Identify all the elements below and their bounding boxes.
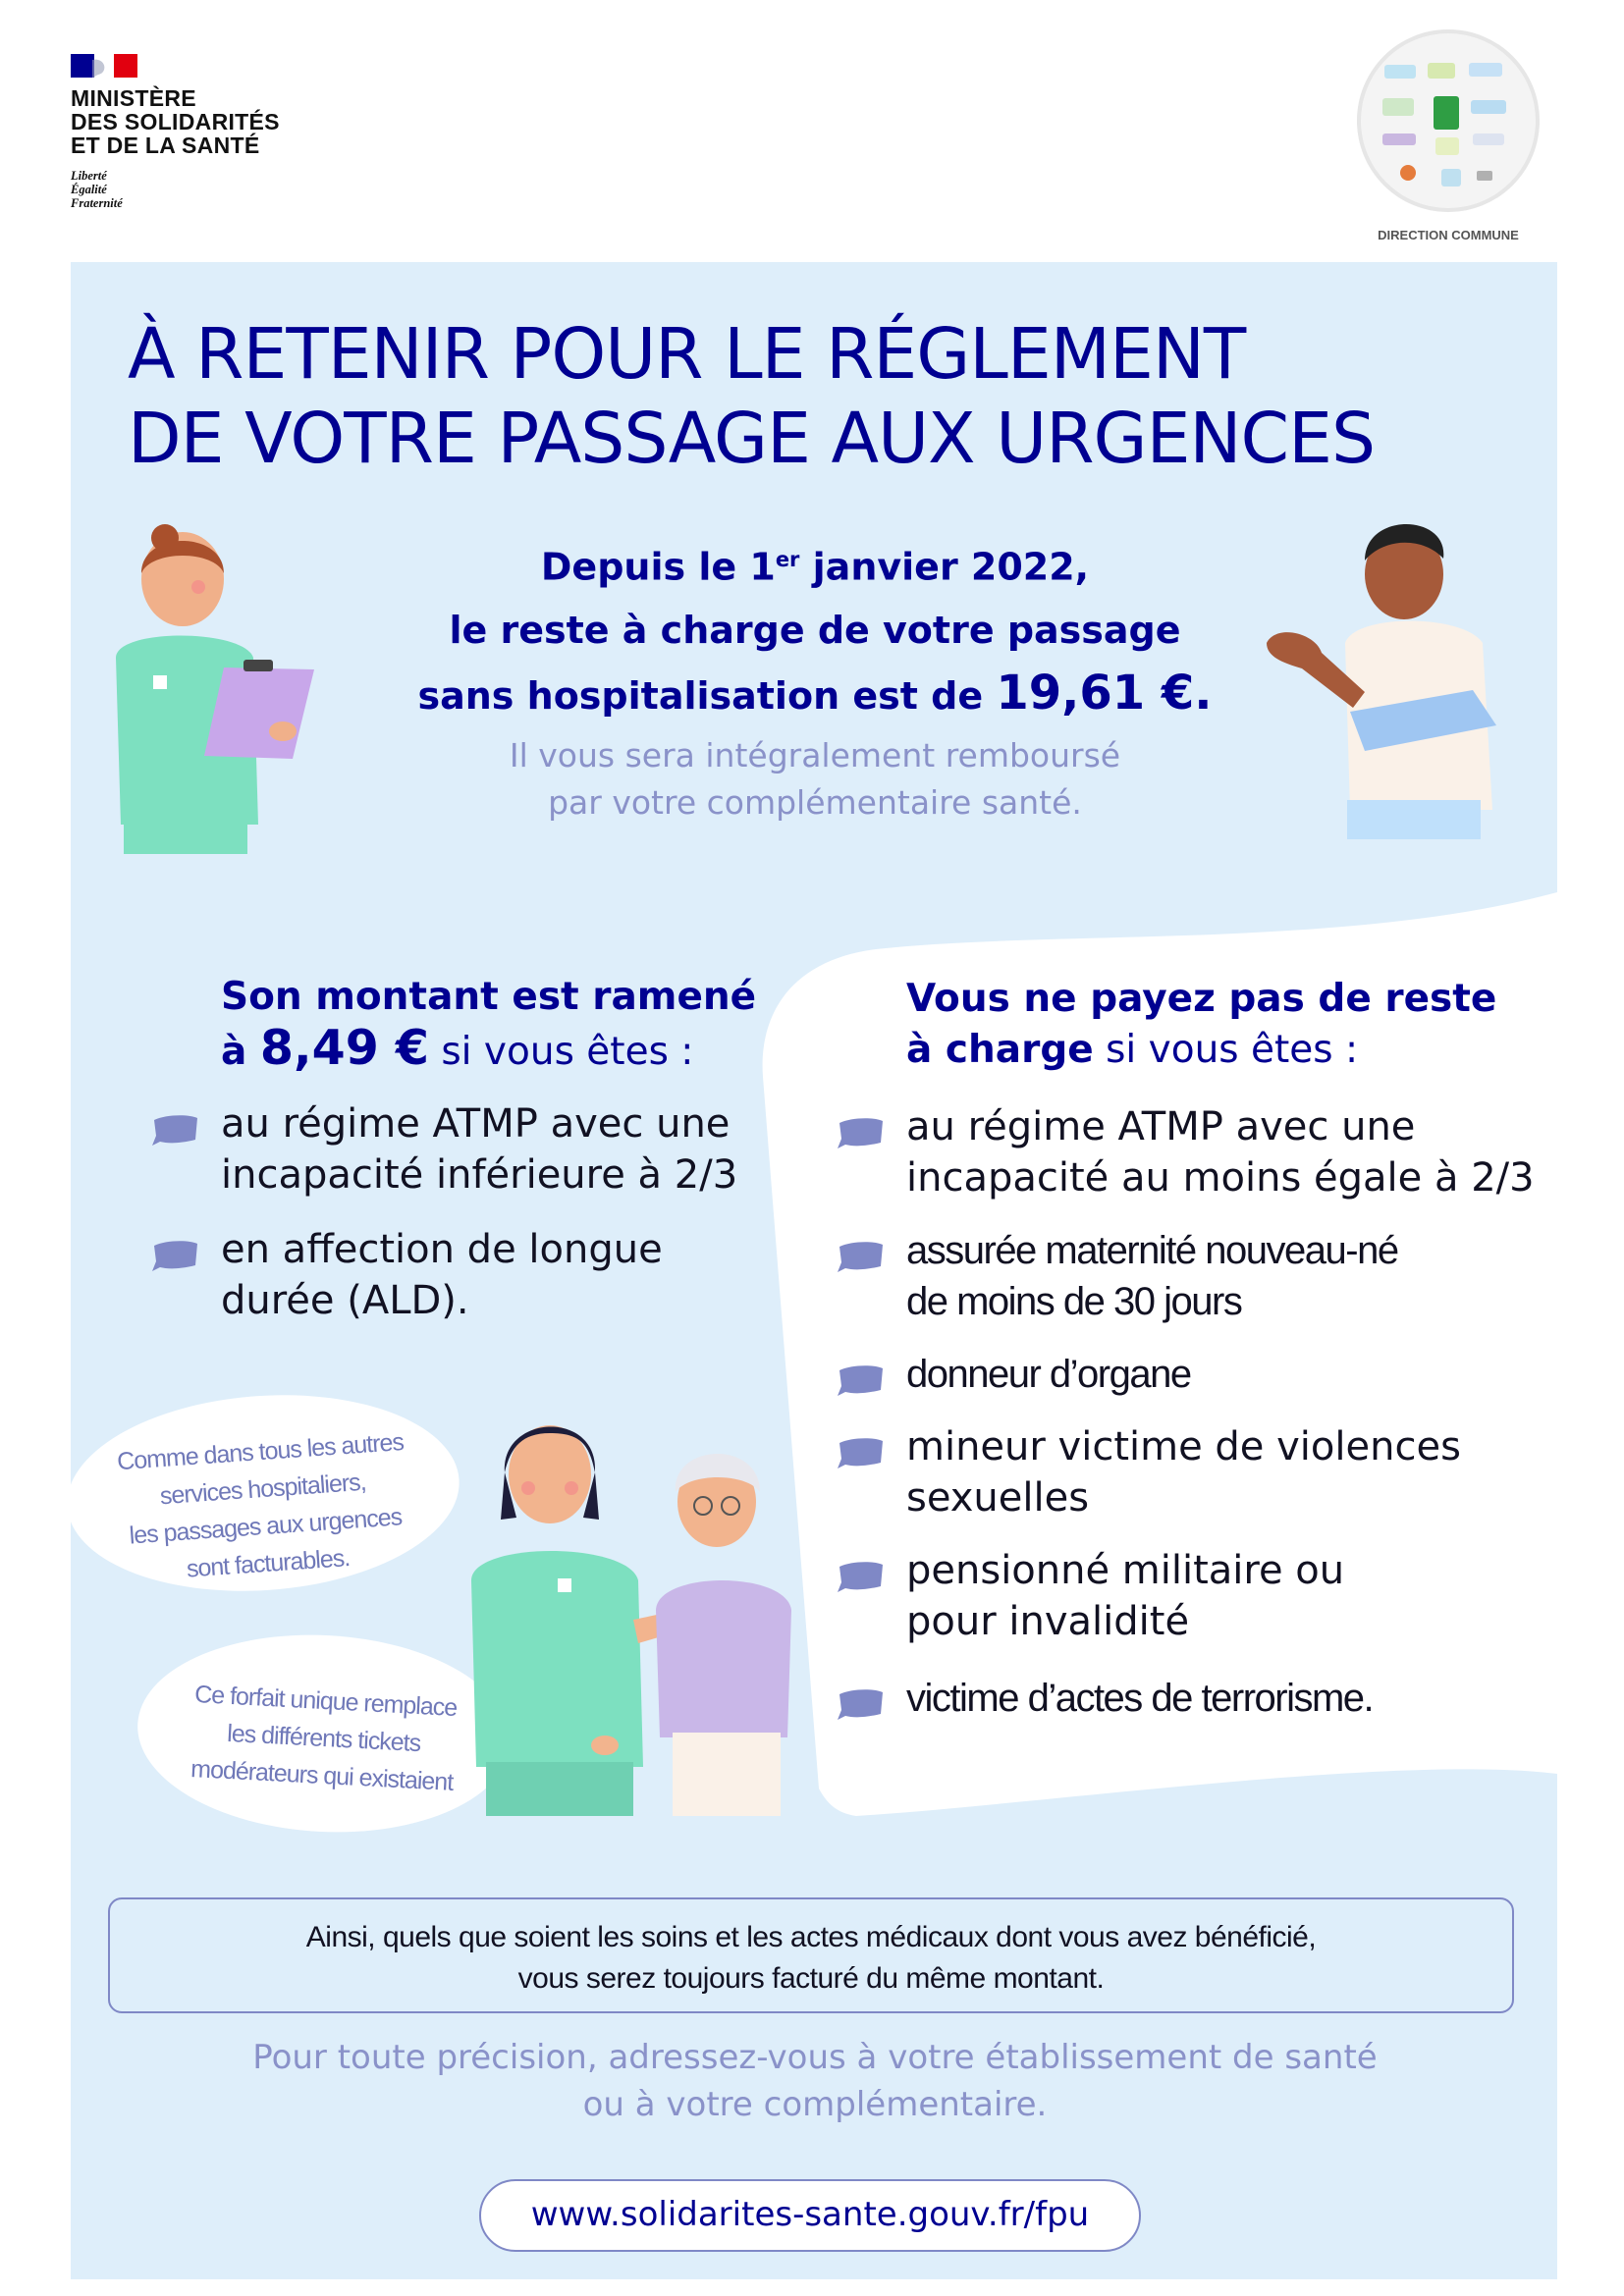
list-item-line: pensionné militaire ou: [906, 1548, 1345, 1593]
title-line: DE VOTRE PASSAGE AUX URGENCES: [128, 398, 1376, 479]
bubble-line: services hospitaliers,: [158, 1468, 367, 1511]
speech-bullet-icon: [150, 1238, 199, 1273]
summary-line: Ainsi, quels que soient les soins et les actes médicaux dont vous avez bénéficié,: [305, 1921, 1317, 1953]
intro-line: [393, 662, 1237, 727]
reimb-line: par votre complémentaire santé.: [548, 783, 1082, 822]
intro-sup: er: [775, 548, 800, 571]
list-item-line: pour invalidité: [906, 1599, 1190, 1644]
speech-bullet-icon: [836, 1115, 885, 1150]
motto-line: Liberté: [71, 169, 107, 183]
bubble-line: Ce forfait unique remplace: [193, 1681, 458, 1723]
motto-line: Fraternité: [71, 196, 123, 210]
partner-logos-badge: [1357, 29, 1540, 212]
list-item-line: donneur d’organe: [906, 1353, 1191, 1396]
speech-bullet-icon: [836, 1435, 885, 1470]
title-line: À RETENIR POUR LE RÉGLEMENT: [128, 313, 1246, 395]
list-item-line: sexuelles: [906, 1475, 1090, 1521]
ministry-line: MINISTÈRE: [71, 85, 196, 111]
list-item-line: en affection de longue: [221, 1227, 663, 1272]
nurse-elderly-patient-illustration: [432, 1404, 825, 1816]
intro-text: Depuis le 1: [540, 545, 776, 589]
list-item-line: au régime ATMP avec une: [906, 1104, 1416, 1149]
list-item: [221, 1224, 771, 1326]
no-charge-heading: [906, 974, 1496, 1076]
heading-line: Son montant est ramené: [221, 975, 757, 1019]
list-item-line: au régime ATMP avec une: [221, 1101, 731, 1147]
list-item: [906, 1673, 1535, 1724]
speech-bullet-icon: [150, 1112, 199, 1148]
list-item: [906, 1421, 1535, 1523]
nurse-clipboard-illustration: [96, 520, 322, 859]
republic-motto: [71, 169, 123, 210]
intro-amount: 19,61 €.: [996, 665, 1213, 721]
intro-line: [393, 528, 1237, 599]
summary-box: [108, 1897, 1514, 2013]
reimb-line: Il vous sera intégralement remboursé: [509, 736, 1121, 774]
page-title: [128, 312, 1375, 481]
intro-text: janvier 2022,: [799, 545, 1090, 589]
speech-bullet-icon: [836, 1239, 885, 1274]
no-charge-list: [906, 1101, 1535, 1747]
ministry-line: DES SOLIDARITÉS: [71, 109, 280, 134]
ministry-line: ET DE LA SANTÉ: [71, 133, 260, 158]
list-item-line: assurée maternité nouveau-né: [906, 1229, 1398, 1272]
heading-amount: 8,49 €: [259, 1020, 429, 1076]
intro-text: sans hospitalisation est de: [417, 673, 997, 718]
list-item: [906, 1349, 1535, 1400]
list-item: [906, 1101, 1535, 1203]
bubble-line: sont facturables.: [186, 1544, 352, 1583]
list-item-line: incapacité au moins égale à 2/3: [906, 1155, 1535, 1201]
speech-bullet-icon: [836, 1362, 885, 1398]
list-item-line: incapacité inférieure à 2/3: [221, 1152, 738, 1198]
heading-line: Vous ne payez pas de reste: [906, 977, 1497, 1021]
direction-label: DIRECTION COMMUNE: [1378, 228, 1519, 242]
list-item-line: mineur victime de violences: [906, 1424, 1461, 1469]
reduced-amount-list: [221, 1098, 771, 1350]
intro-block: [393, 528, 1237, 727]
reduced-amount-heading: [221, 972, 756, 1078]
website-link[interactable]: www.solidarites-sante.gouv.fr/fpu: [479, 2179, 1141, 2252]
speech-bullet-icon: [836, 1686, 885, 1722]
list-item-line: de moins de 30 jours: [906, 1280, 1242, 1323]
bubble-line: les différents tickets: [226, 1719, 421, 1758]
intro-line: le reste à charge de votre passage: [449, 608, 1181, 652]
list-item-line: durée (ALD).: [221, 1278, 469, 1323]
bubble-line: modérateurs qui existaient: [189, 1754, 454, 1796]
speech-bullet-icon: [836, 1559, 885, 1594]
summary-line: vous serez toujours facturé du même montant.: [517, 1962, 1105, 1995]
list-item: [221, 1098, 771, 1201]
partner-logos-icon: [1357, 29, 1540, 212]
marianne-logo-icon: [71, 54, 137, 78]
contact-note: [177, 2034, 1453, 2128]
list-item: [906, 1545, 1535, 1647]
heading-text: si vous êtes :: [1093, 1028, 1359, 1072]
heading-text: à: [221, 1030, 260, 1074]
list-item: [906, 1225, 1535, 1327]
ministry-name: [71, 86, 280, 157]
bubble-line: les passages aux urgences: [128, 1503, 403, 1550]
heading-text: à charge: [906, 1028, 1094, 1072]
reimbursement-note: [393, 732, 1237, 827]
list-item-line: victime d’actes de terrorisme.: [906, 1677, 1374, 1720]
contact-line: ou à votre complémentaire.: [582, 2085, 1048, 2124]
bubble-line: Comme dans tous les autres: [116, 1427, 405, 1476]
heading-text: si vous êtes :: [428, 1030, 694, 1074]
contact-line: Pour toute précision, adressez-vous à votre établissement de santé: [252, 2038, 1378, 2077]
patient-arm-sling-illustration: [1257, 515, 1532, 839]
motto-line: Égalité: [71, 183, 107, 196]
